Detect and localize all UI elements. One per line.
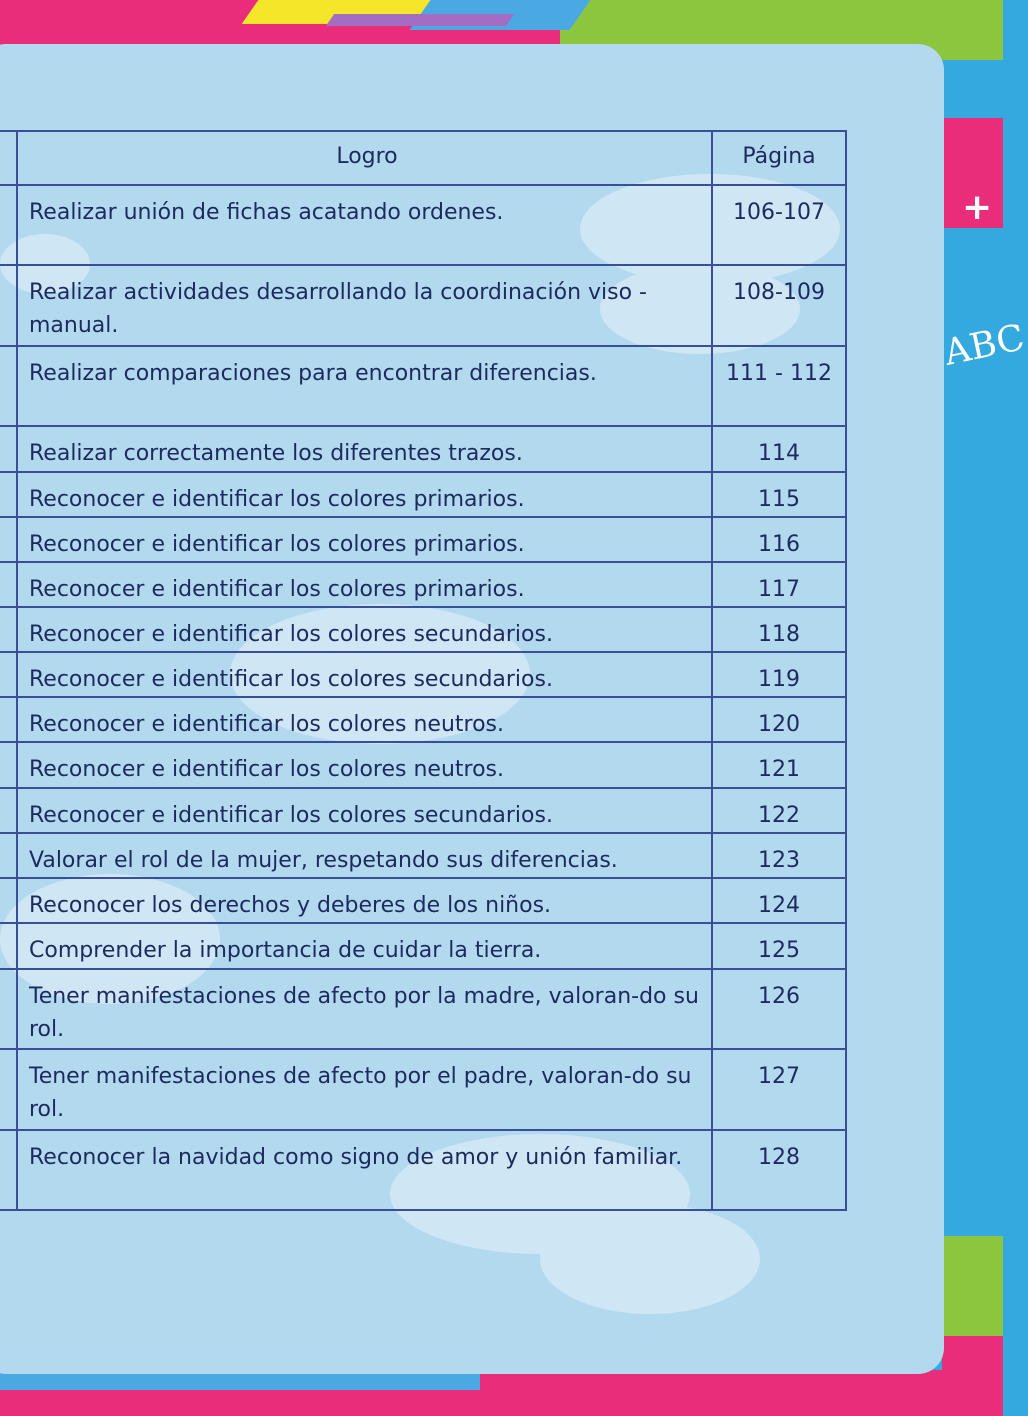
- index-cell: [0, 1049, 17, 1130]
- logro-cell: Reconocer los derechos y deberes de los niños.: [17, 878, 712, 923]
- logro-cell: Reconocer e identificar los colores secundarios.: [17, 607, 712, 652]
- cloud-decoration: [540, 1204, 760, 1314]
- index-cell: [0, 788, 17, 833]
- logro-cell: Tener manifestaciones de afecto por el padre, valoran-do su rol.: [17, 1049, 712, 1130]
- logro-cell: Realizar comparaciones para encontrar diferencias.: [17, 346, 712, 426]
- index-cell: [0, 652, 17, 697]
- index-cell: [0, 878, 17, 923]
- pagina-cell: 119: [712, 652, 846, 697]
- right-border-band: [942, 60, 1003, 1370]
- index-cell: [0, 426, 17, 472]
- table-row: [0, 969, 846, 1049]
- index-cell: [0, 472, 17, 517]
- table-header-row: [0, 131, 846, 185]
- table-row: [0, 607, 846, 652]
- index-cell: [0, 562, 17, 607]
- pagina-cell: 127: [712, 1049, 846, 1130]
- index-cell: [0, 517, 17, 562]
- table-row: [0, 562, 846, 607]
- pagina-cell: 117: [712, 562, 846, 607]
- table-row: [0, 1130, 846, 1210]
- pagina-cell: 111 - 112: [712, 346, 846, 426]
- pagina-cell: 116: [712, 517, 846, 562]
- index-cell: [0, 607, 17, 652]
- abc-doodle: ABC: [940, 317, 1028, 374]
- logro-cell: Valorar el rol de la mujer, respetando sus diferencias.: [17, 833, 712, 878]
- logro-cell: Realizar unión de fichas acatando ordenes.: [17, 185, 712, 265]
- logro-cell: Realizar correctamente los diferentes trazos.: [17, 426, 712, 472]
- achievements-table: [0, 130, 847, 1211]
- logro-cell: Realizar actividades desarrollando la coordinación viso - manual.: [17, 265, 712, 346]
- index-cell: [0, 1130, 17, 1210]
- table-row: [0, 185, 846, 265]
- pagina-cell: 126: [712, 969, 846, 1049]
- logro-cell: Reconocer e identificar los colores primarios.: [17, 517, 712, 562]
- pagina-cell: 128: [712, 1130, 846, 1210]
- pagina-cell: 124: [712, 878, 846, 923]
- pagina-cell: 106-107: [712, 185, 846, 265]
- pagina-cell: 122: [712, 788, 846, 833]
- index-cell: [0, 742, 17, 788]
- top-border-purple: [326, 14, 514, 26]
- index-cell: [0, 923, 17, 969]
- pagina-cell: 118: [712, 607, 846, 652]
- index-cell: [0, 265, 17, 346]
- plus-icon: +: [962, 187, 993, 228]
- table-row: [0, 517, 846, 562]
- table-row: [0, 923, 846, 969]
- index-cell: [0, 833, 17, 878]
- table-row: [0, 697, 846, 742]
- index-cell: [0, 346, 17, 426]
- pagina-cell: 125: [712, 923, 846, 969]
- logro-cell: Reconocer e identificar los colores secundarios.: [17, 652, 712, 697]
- index-cell: [0, 697, 17, 742]
- index-cell: [0, 969, 17, 1049]
- table-row: [0, 878, 846, 923]
- index-cell: [0, 185, 17, 265]
- table-row: [0, 742, 846, 788]
- table-row: [0, 1049, 846, 1130]
- table-row: [0, 265, 846, 346]
- logro-column-header: Logro: [17, 131, 712, 185]
- logro-cell: Reconocer e identificar los colores primarios.: [17, 562, 712, 607]
- logro-cell: Comprender la importancia de cuidar la tierra.: [17, 923, 712, 969]
- table-row: [0, 472, 846, 517]
- table-row: [0, 788, 846, 833]
- pagina-cell: 108-109: [712, 265, 846, 346]
- logro-cell: Reconocer e identificar los colores primarios.: [17, 472, 712, 517]
- right-border-green: [942, 1236, 1003, 1336]
- pagina-cell: 115: [712, 472, 846, 517]
- logro-cell: Reconocer e identificar los colores secundarios.: [17, 788, 712, 833]
- index-column-header: [0, 131, 17, 185]
- table-row: [0, 346, 846, 426]
- logro-cell: Reconocer e identificar los colores neutros.: [17, 742, 712, 788]
- pagina-cell: 114: [712, 426, 846, 472]
- pagina-column-header: Página: [712, 131, 846, 185]
- pagina-cell: 120: [712, 697, 846, 742]
- pagina-cell: 123: [712, 833, 846, 878]
- logro-cell: Reconocer e identificar los colores neutros.: [17, 697, 712, 742]
- table-row: [0, 652, 846, 697]
- logro-cell: Reconocer la navidad como signo de amor y unión familiar.: [17, 1130, 712, 1210]
- logro-cell: Tener manifestaciones de afecto por la madre, valoran-do su rol.: [17, 969, 712, 1049]
- table-row: [0, 833, 846, 878]
- pagina-cell: 121: [712, 742, 846, 788]
- table-row: [0, 426, 846, 472]
